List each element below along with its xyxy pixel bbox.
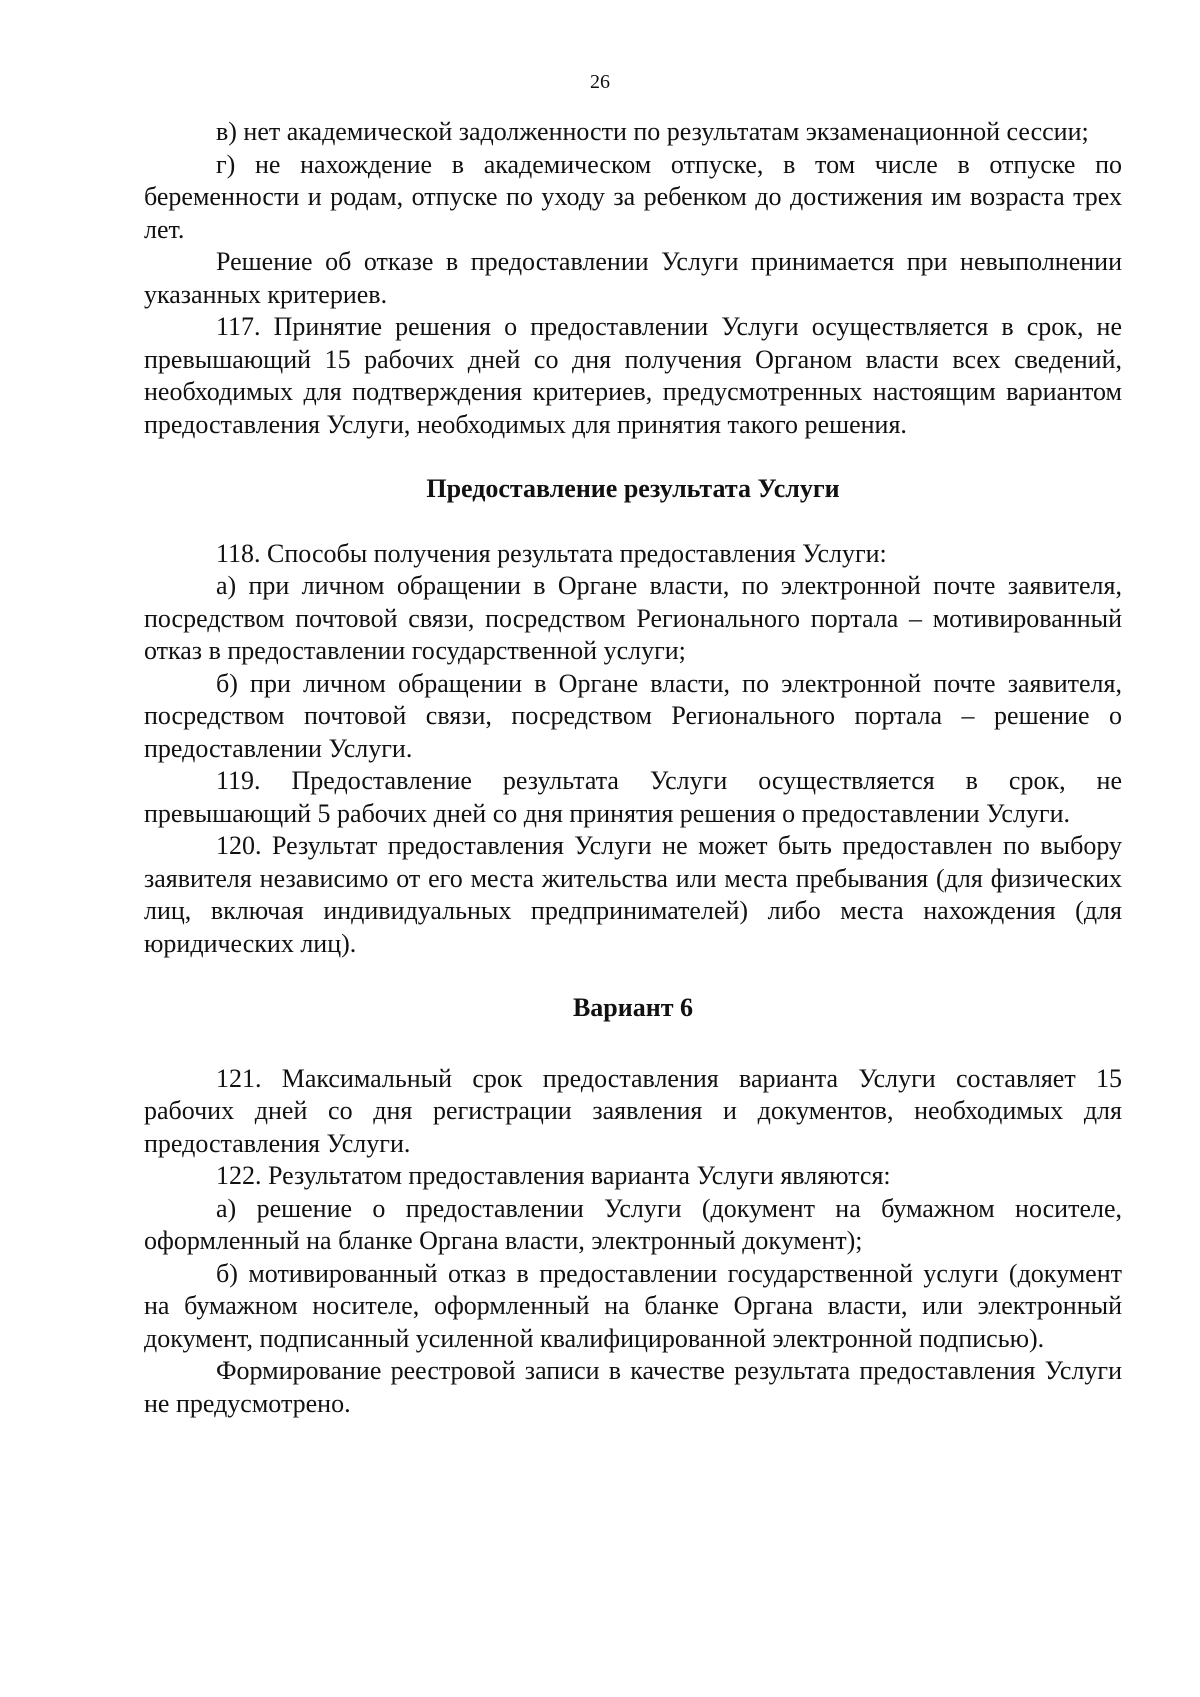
paragraph-criterion-v: в) нет академической задолженности по результатам экзаменационной сессии; bbox=[216, 117, 1089, 146]
paragraph-117: 117. Принятие решения о предоставлении Услуги осуществляется в срок, не превышающий 15 рабочих дней со дня получения Органом власти всех сведений, необходимых для подтверждения критериев, предусмотренных настоящим вариантом предоставления Услуги, необходимых для принятия такого решения. bbox=[144, 312, 1122, 439]
paragraph-criterion-g: г) не нахождение в академическом отпуске, в том числе в отпуске по беременности и родам, отпуске по уходу за ребенком до достижения им возраста трех лет. bbox=[144, 149, 1122, 244]
document-body bbox=[144, 116, 1122, 1420]
paragraph-118-b: б) при личном обращении в Органе власти, по электронной почте заявителя, посредством почтовой связи, посредством Регионального портала – решение о предоставлении Услуги. bbox=[144, 668, 1122, 763]
paragraph-122-a: а) решение о предоставлении Услуги (документ на бумажном носителе, оформленный на бланке Органа власти, электронный документ); bbox=[144, 1193, 1122, 1255]
section-heading-variant-6: Вариант 6 bbox=[572, 993, 694, 1022]
page-number: 26 bbox=[590, 71, 610, 93]
paragraph-registry-record: Формирование реестровой записи в качестве результата предоставления Услуги не предусмотрено. bbox=[144, 1356, 1122, 1418]
paragraph-119: 119. Предоставление результата Услуги осуществляется в срок, не превышающий 5 рабочих дней со дня принятия решения о предоставлении Услуги. bbox=[144, 766, 1122, 828]
paragraph-118-a: а) при личном обращении в Органе власти, по электронной почте заявителя, посредством почтовой связи, посредством Регионального портала – мотивированный отказ в предоставлении государственной услуги; bbox=[144, 571, 1122, 665]
paragraph-120: 120. Результат предоставления Услуги не может быть предоставлен по выбору заявителя независимо от его места жительства или места пребывания (для физических лиц, включая индивидуальных предпринимателей) либо места нахождения (для юридических лиц). bbox=[144, 831, 1122, 958]
paragraph-118: 118. Способы получения результата предоставления Услуги: bbox=[216, 538, 887, 568]
section-heading-result: Предоставление результата Услуги bbox=[426, 474, 840, 503]
paragraph-122-b: б) мотивированный отказ в предоставлении государственной услуги (документ на бумажном носителе, оформленный на бланке Органа власти, или электронный документ, подписанный усиленной квалифицированной электронной подписью). bbox=[144, 1258, 1122, 1353]
paragraph-refusal-decision: Решение об отказе в предоставлении Услуги принимается при невыполнении указанных критериев. bbox=[144, 247, 1122, 309]
paragraph-122: 122. Результатом предоставления варианта Услуги являются: bbox=[216, 1161, 891, 1190]
paragraph-121: 121. Максимальный срок предоставления варианта Услуги составляет 15 рабочих дней со дня регистрации заявления и документов, необходимых для предоставления Услуги. bbox=[144, 1063, 1122, 1158]
